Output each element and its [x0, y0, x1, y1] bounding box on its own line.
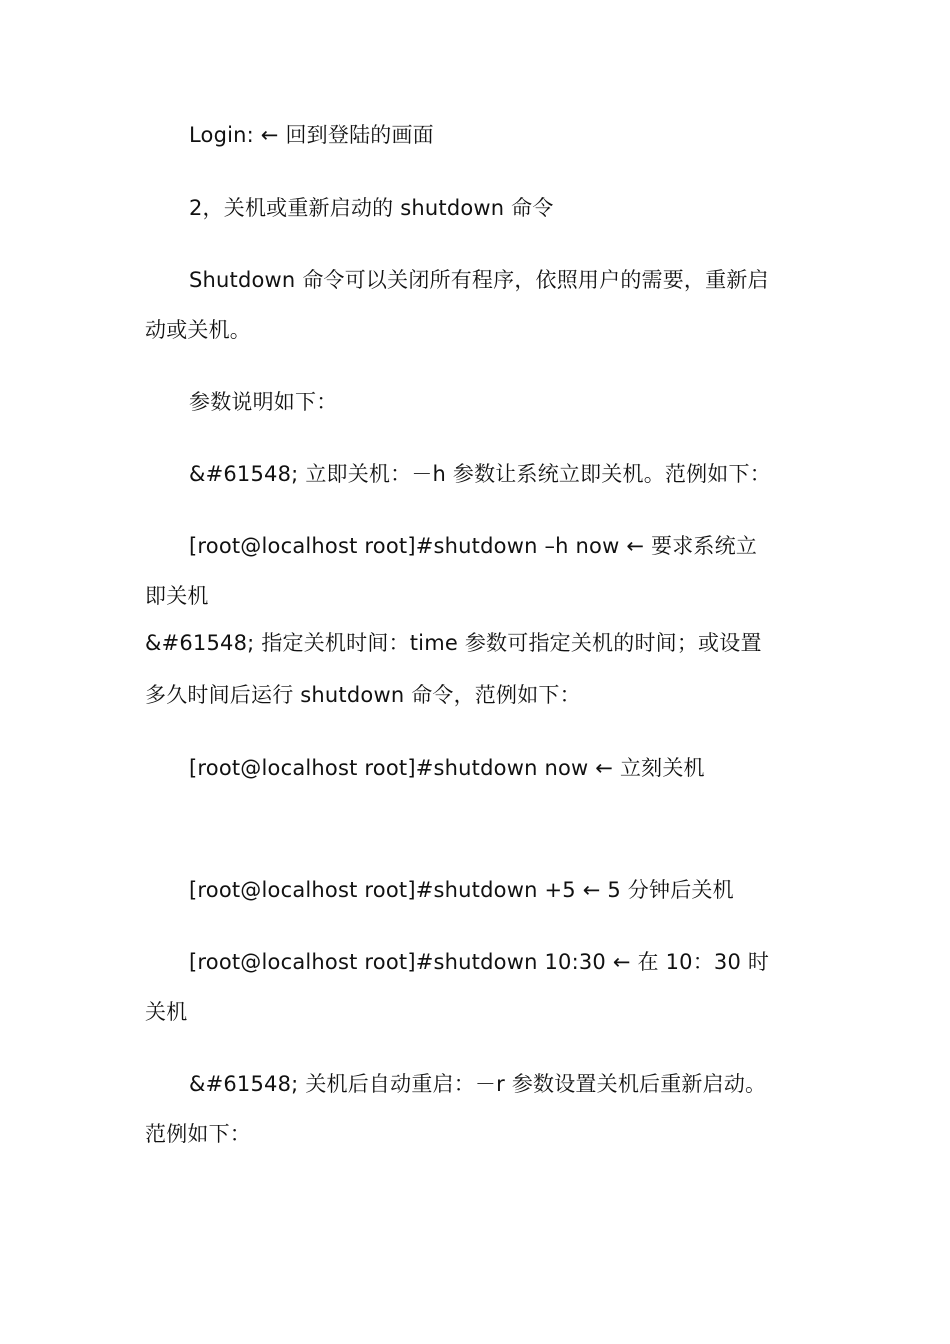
paragraph-line: 多久时间后运行 shutdown 命令，范例如下： — [145, 683, 581, 707]
paragraph-line: 参数说明如下： — [189, 390, 338, 414]
bullet-line-immediate-shutdown: &#61548; 立即关机：－h 参数让系统立即关机。范例如下： — [189, 462, 771, 486]
paragraph-line: 动或关机。 — [145, 318, 251, 342]
command-example-line: [root@localhost root]#shutdown now ← 立刻关机 — [189, 756, 705, 780]
section-heading-shutdown: 2，关机或重新启动的 shutdown 命令 — [189, 196, 554, 220]
command-example-line: [root@localhost root]#shutdown +5 ← 5 分钟后关机 — [189, 878, 734, 902]
login-line: Login: ← 回到登陆的画面 — [189, 123, 434, 147]
paragraph-line: 范例如下： — [145, 1122, 251, 1146]
paragraph-line: 即关机 — [145, 584, 209, 608]
bullet-line-reboot: &#61548; 关机后自动重启：－r 参数设置关机后重新启动。 — [189, 1072, 767, 1096]
paragraph-line: 关机 — [145, 1000, 188, 1024]
bullet-line-scheduled-shutdown: &#61548; 指定关机时间：time 参数可指定关机的时间；或设置 — [145, 631, 762, 655]
paragraph-line: Shutdown 命令可以关闭所有程序，依照用户的需要，重新启 — [189, 268, 769, 292]
command-example-line: [root@localhost root]#shutdown 10:30 ← 在 10：30 时 — [189, 950, 770, 974]
command-example-line: [root@localhost root]#shutdown –h now ← 要求系统立 — [189, 534, 758, 558]
